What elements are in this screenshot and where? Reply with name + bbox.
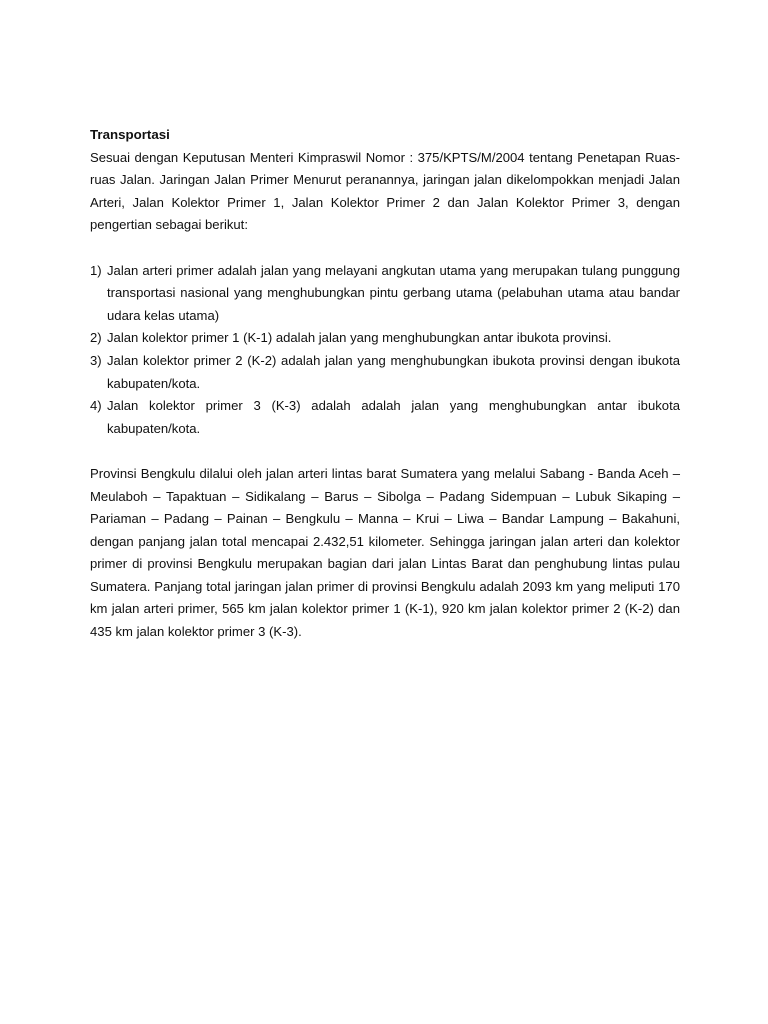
closing-paragraph: Provinsi Bengkulu dilalui oleh jalan arteri lintas barat Sumatera yang melalui Sabang - Banda Aceh – Meulaboh – Tapaktuan – Sidikalang – Barus – Sibolga – Padang Sidempuan – Lubuk Sikaping – Pariaman – Padang – Painan – Bengkulu – Manna – Krui – Liwa – Bandar Lampung – Bakahuni, dengan panjang jalan total mencapai 2.432,51 kilometer. Sehingga jaringan jalan arteri dan kolektor primer di provinsi Bengkulu merupakan bagian dari jalan Lintas Barat dan penghubung lintas pulau Sumatera. Panjang total jaringan jalan primer di provinsi Bengkulu adalah 2093 km yang meliputi 170 km jalan arteri primer, 565 km jalan kolektor primer 1 (K-1), 920 km jalan kolektor primer 2 (K-2) dan 435 km jalan kolektor primer 3 (K-3).	[90, 465, 680, 640]
list-item	[90, 260, 680, 328]
paragraph-spacer	[90, 237, 680, 260]
list-item-text: Jalan kolektor primer 3 (K-3) adalah adalah jalan yang menghubungkan antar ibukota kabupaten/kota.	[107, 398, 680, 436]
road-class-list	[90, 260, 680, 441]
paragraph-spacer	[90, 440, 680, 463]
document-page	[90, 124, 680, 644]
list-item	[90, 395, 680, 440]
list-item-number: 4)	[90, 398, 102, 414]
list-item	[90, 327, 680, 350]
list-item-number: 2)	[90, 330, 102, 346]
list-item	[90, 350, 680, 395]
list-item-number: 1)	[90, 262, 102, 278]
list-item-text: Jalan arteri primer adalah jalan yang melayani angkutan utama yang merupakan tulang punggung transportasi nasional yang menghubungkan pintu gerbang utama (pelabuhan utama atau bandar udara kelas utama)	[107, 262, 680, 323]
list-item-text: Jalan kolektor primer 1 (K-1) adalah jalan yang menghubungkan antar ibukota provinsi.	[107, 330, 612, 346]
intro-paragraph: Sesuai dengan Keputusan Menteri Kimpraswil Nomor : 375/KPTS/M/2004 tentang Penetapan Ruas-ruas Jalan. Jaringan Jalan Primer Menurut peranannya, jaringan jalan dikelompokkan menjadi Jalan Arteri, Jalan Kolektor Primer 1, Jalan Kolektor Primer 2 dan Jalan Kolektor Primer 3, dengan pengertian sebagai berikut:	[90, 149, 680, 233]
section-heading: Transportasi	[90, 127, 170, 142]
list-item-text: Jalan kolektor primer 2 (K-2) adalah jalan yang menghubungkan ibukota provinsi dengan ibukota kabupaten/kota.	[107, 352, 680, 391]
list-item-number: 3)	[90, 352, 102, 368]
